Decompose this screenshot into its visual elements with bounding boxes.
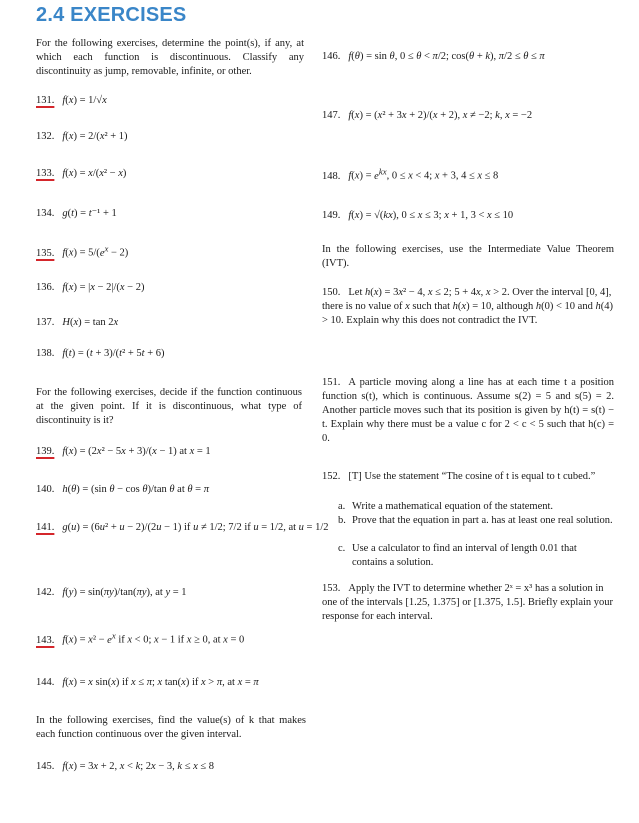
exercise-134-math: g(t) = t⁻¹ + 1: [62, 208, 117, 219]
exercise-152: 152. [T] Use the statement “The cosine of t is equal to t cubed.”: [322, 471, 596, 482]
exercise-136: 136. f(x) = |x − 2|/(x − 2): [36, 282, 145, 293]
instructions-discontinuity: For the following exercises, determine the point(s), if any, at which each function is discontinuous. Classify any discontinuity as jump, removable, infinite, or other.: [36, 38, 304, 77]
exercise-142: 142. f(y) = sin(πy)/tan(πy), at y = 1: [36, 587, 187, 598]
page-title: 2.4 EXERCISES: [36, 4, 187, 26]
exercise-134: 134. g(t) = t⁻¹ + 1: [36, 208, 117, 219]
exercise-152-part-b: b. Prove that the equation in part a. has at least one real solution.: [338, 515, 613, 526]
exercise-143-math: $f(x) = x^2 - e^x$ if x < 0; x − 1 if x ≥ 0, at x = 0: [62, 630, 245, 646]
exercise-135-math: $f(x) = 5/(e^x - 2)$: [62, 243, 129, 259]
exercise-148-math: $f(x) = e^{kx}$, 0 ≤ x < 4; x + 3, 4 ≤ x ≤ 8: [348, 166, 499, 182]
exercise-131: 131. f(x) = 1/√x: [36, 95, 107, 106]
exercise-146-math: f(θ) = sin θ, 0 ≤ θ < π/2; cos(θ + k), π/2 ≤ θ ≤ π: [348, 51, 545, 62]
exercise-135: 135. $f(x) = 5/(e^x - 2)$: [36, 243, 129, 259]
exercise-131-math: f(x) = 1/√x: [62, 95, 107, 106]
exercise-141-math: g(u) = (6u² + u − 2)/(2u − 1) if u ≠ 1/2; 7/2 if u = 1/2, at u = 1/2: [62, 522, 329, 533]
exercise-138: 138. f(t) = (t + 3)/(t² + 5t + 6): [36, 348, 165, 359]
exercise-137-math: H(x) = tan 2x: [62, 317, 119, 328]
exercise-144: 144. f(x) = x sin(x) if x ≤ π; x tan(x) if x > π, at x = π: [36, 677, 259, 688]
exercise-139: 139. f(x) = (2x² − 5x + 3)/(x − 1) at x = 1: [36, 446, 211, 457]
exercise-150-math: Let h(x) = 3x² − 4, x ≤ 2; 5 + 4x, x > 2. Over the interval [0, 4], there is no value of x such that h(x) = 10, although h(0) < 10 and h(4) > 10. Explain why this does not contradict the IVT.: [322, 287, 613, 326]
exercise-147: 147. f(x) = (x² + 3x + 2)/(x + 2), x ≠ −2; k, x = −2: [322, 110, 533, 121]
exercise-149-math: f(x) = √(kx), 0 ≤ x ≤ 3; x + 1, 3 < x ≤ 10: [348, 210, 514, 221]
exercise-137: 137. H(x) = tan 2x: [36, 317, 119, 328]
exercise-132: 132. f(x) = 2/(x² + 1): [36, 131, 128, 142]
exercise-151: 151. A particle moving along a line has at each time t a position function s(t), which is continuous. Assume s(2) = 5 and s(5) = 2. Another particle moves such that its position is given by h(t) = s(t) − t. Explain why there must be a value c for 2 < c < 5 such that h(c) = 0.: [322, 377, 614, 444]
exercise-140-math: h(θ) = (sin θ − cos θ)/tan θ at θ = π: [62, 484, 209, 495]
exercise-145: 145. f(x) = 3x + 2, x < k; 2x − 3, k ≤ x ≤ 8: [36, 761, 215, 772]
instructions-continuity: For the following exercises, decide if the function continuous at the given point. If it is discontinuous, what type of discontinuity is it?: [36, 387, 302, 426]
instructions-find-k: In the following exercises, find the value(s) of k that makes each function continuous over the given interval.: [36, 715, 306, 740]
exercise-140: 140. h(θ) = (sin θ − cos θ)/tan θ at θ = π: [36, 484, 209, 495]
exercise-145-math: f(x) = 3x + 2, x < k; 2x − 3, k ≤ x ≤ 8: [62, 761, 215, 772]
exercise-136-math: f(x) = |x − 2|/(x − 2): [62, 282, 145, 293]
exercise-150: 150. Let h(x) = 3x² − 4, x ≤ 2; 5 + 4x, x > 2. Over the interval [0, 4], there is no value of x such that h(x) = 10, although h(0) < 10 and h(4) > 10. Explain why this does not contradict the IVT.: [322, 287, 613, 326]
exercise-149: 149. f(x) = √(kx), 0 ≤ x ≤ 3; x + 1, 3 < x ≤ 10: [322, 210, 514, 221]
exercise-132-math: f(x) = 2/(x² + 1): [62, 131, 128, 142]
exercise-147-math: f(x) = (x² + 3x + 2)/(x + 2), x ≠ −2; k, x = −2: [348, 110, 533, 121]
exercise-142-math: f(y) = sin(πy)/tan(πy), at y = 1: [62, 587, 187, 598]
exercise-146: 146. f(θ) = sin θ, 0 ≤ θ < π/2; cos(θ + k), π/2 ≤ θ ≤ π: [322, 51, 545, 62]
exercise-138-math: f(t) = (t + 3)/(t² + 5t + 6): [62, 348, 165, 359]
exercise-139-math: f(x) = (2x² − 5x + 3)/(x − 1) at x = 1: [62, 446, 211, 457]
exercise-153: 153. Apply the IVT to determine whether 2ˣ = x³ has a solution in one of the intervals [1.25, 1.375] or [1.375, 1.5]. Briefly explain your response for each interval.: [322, 583, 614, 622]
exercise-133: 133. f(x) = x/(x² − x): [36, 168, 127, 179]
exercise-143: 143. $f(x) = x^2 - e^x$ if x < 0; x − 1 if x ≥ 0, at x = 0: [36, 630, 245, 646]
exercise-152-part-c: c. Use a calculator to find an interval of length 0.01 that contains a solution.: [338, 543, 577, 568]
exercise-133-math: f(x) = x/(x² − x): [62, 168, 127, 179]
exercise-148: 148. $f(x) = e^{kx}$, 0 ≤ x < 4; x + 3, 4 ≤ x ≤ 8: [322, 166, 499, 182]
exercise-144-math: f(x) = x sin(x) if x ≤ π; x tan(x) if x > π, at x = π: [62, 677, 259, 688]
exercise-141: 141. g(u) = (6u² + u − 2)/(2u − 1) if u ≠ 1/2; 7/2 if u = 1/2, at u = 1/2: [36, 522, 329, 533]
instructions-ivt: In the following exercises, use the Intermediate Value Theorem (IVT).: [322, 244, 614, 269]
